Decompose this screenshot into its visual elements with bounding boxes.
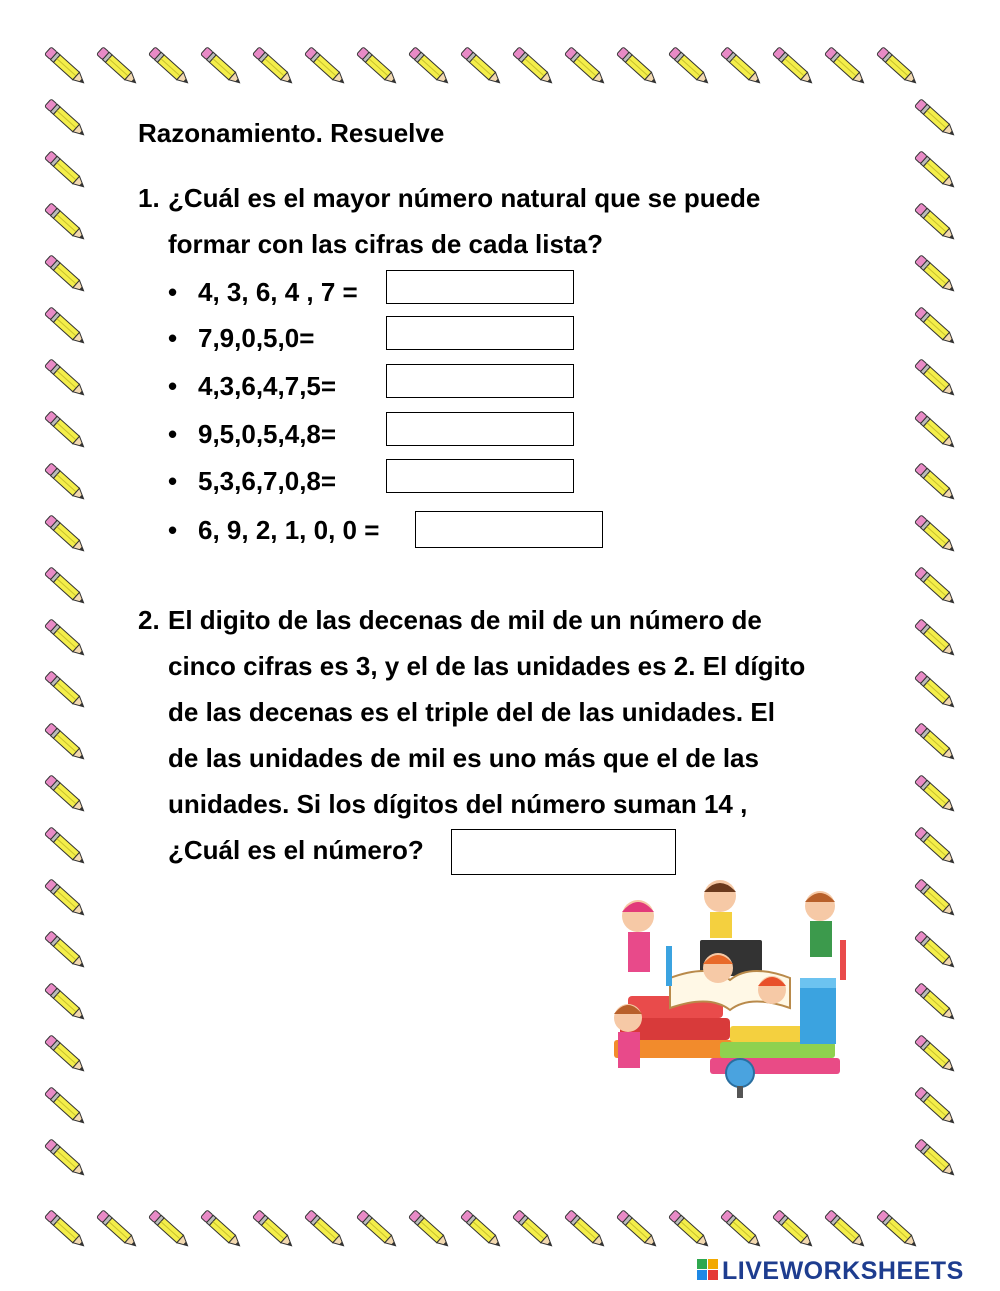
children-reading-illustration bbox=[600, 868, 858, 1104]
bullet-icon: • bbox=[168, 277, 178, 307]
answer-field[interactable] bbox=[415, 511, 603, 548]
question-text-line: El digito de las decenas de mil de un número de bbox=[168, 605, 762, 635]
list-item bbox=[168, 274, 358, 310]
digits-label: 4,3,6,4,7,5= bbox=[198, 371, 337, 401]
list-item bbox=[168, 416, 336, 452]
list-item bbox=[168, 320, 314, 356]
bullet-icon: • bbox=[168, 371, 178, 401]
bullet-icon: • bbox=[168, 515, 178, 545]
digits-label: 7,9,0,5,0= bbox=[198, 323, 315, 353]
question-text-line: ¿Cuál es el número? bbox=[168, 835, 424, 865]
answer-field[interactable] bbox=[386, 270, 574, 304]
digits-label: 9,5,0,5,4,8= bbox=[198, 419, 337, 449]
digits-label: 5,3,6,7,0,8= bbox=[198, 466, 337, 496]
bullet-icon: • bbox=[168, 419, 178, 449]
bullet-icon: • bbox=[168, 466, 178, 496]
answer-field[interactable] bbox=[386, 316, 574, 350]
question-text-line: de las unidades de mil es uno más que el de las bbox=[168, 743, 759, 773]
question-text-line: de las decenas es el triple del de las unidades. El bbox=[168, 697, 775, 727]
worksheet-title: Razonamiento. Resuelve bbox=[138, 118, 445, 148]
question-text-line: formar con las cifras de cada lista? bbox=[168, 229, 603, 259]
list-item bbox=[168, 512, 379, 548]
question-text-line: unidades. Si los dígitos del número suman 14 , bbox=[168, 789, 748, 819]
answer-field[interactable] bbox=[386, 412, 574, 446]
bullet-icon: • bbox=[168, 323, 178, 353]
liveworksheets-logo-icon bbox=[697, 1259, 719, 1281]
brand-name: LIVEWORKSHEETS bbox=[722, 1257, 964, 1285]
list-item bbox=[168, 368, 336, 404]
answer-field[interactable] bbox=[386, 459, 574, 493]
digits-label: 6, 9, 2, 1, 0, 0 = bbox=[198, 515, 380, 545]
question-number: 1. bbox=[138, 183, 160, 213]
question-text-line: cinco cifras es 3, y el de las unidades es 2. El dígito bbox=[168, 651, 806, 681]
list-item bbox=[168, 463, 336, 499]
digits-label: 4, 3, 6, 4 , 7 = bbox=[198, 277, 358, 307]
question-number: 2. bbox=[138, 605, 160, 635]
question-text-line: ¿Cuál es el mayor número natural que se puede bbox=[168, 183, 761, 213]
answer-field[interactable] bbox=[386, 364, 574, 398]
